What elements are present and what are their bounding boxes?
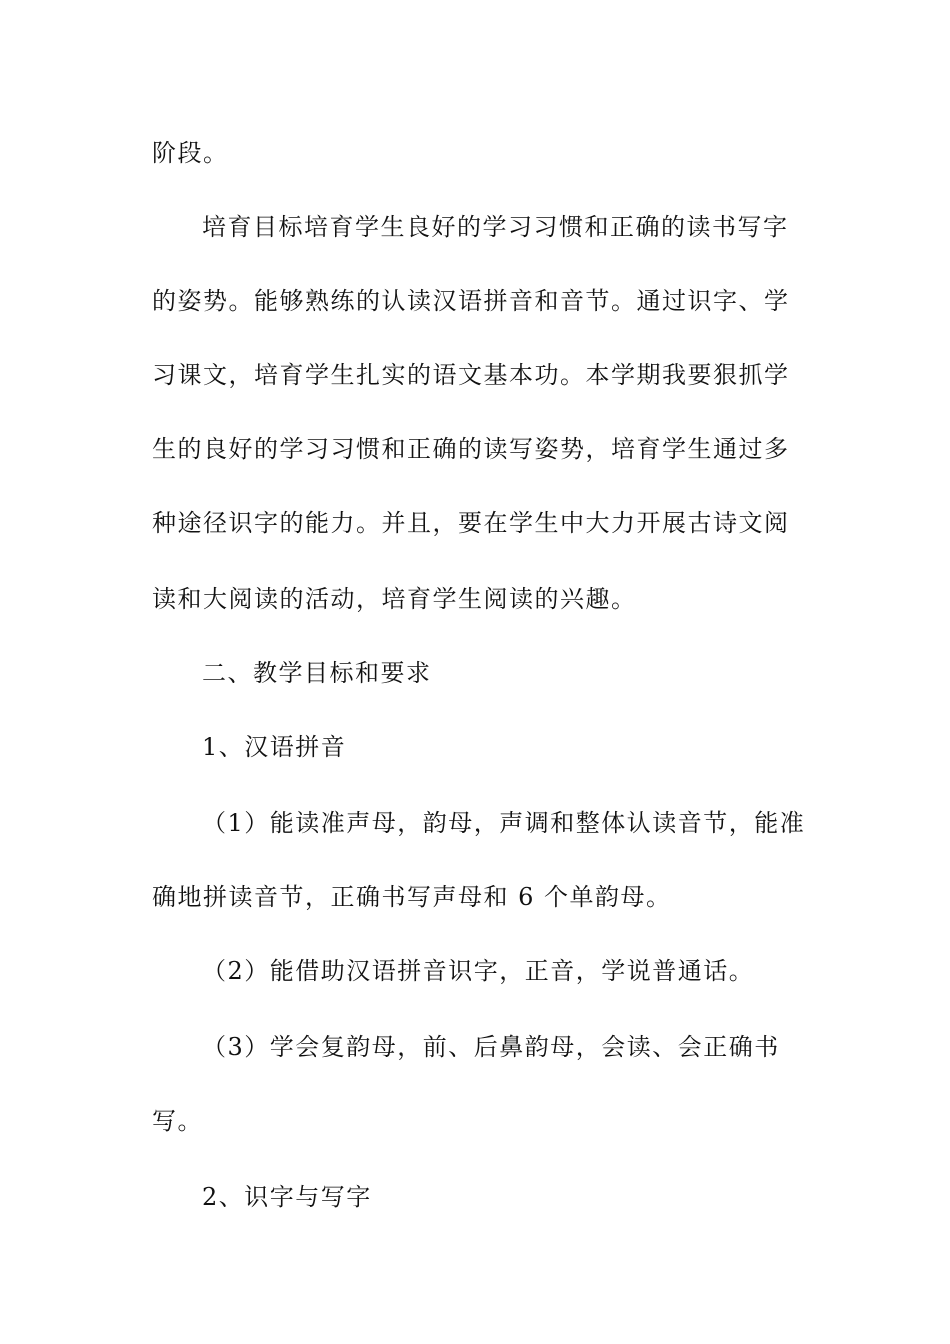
list-item: （1）能读准声母，韵母，声调和整体认读音节，能准 — [202, 809, 806, 837]
section-heading: 二、教学目标和要求 — [202, 659, 432, 687]
text-line: 阶段。 — [152, 139, 229, 167]
text-line: 习课文，培育学生扎实的语文基本功。本学期我要狠抓学 — [152, 361, 790, 389]
text-line: 的姿势。能够熟练的认读汉语拼音和音节。通过识字、学 — [152, 287, 790, 315]
text-line: 生的良好的学习习惯和正确的读写姿势，培育学生通过多 — [152, 435, 790, 463]
text-line: 种途径识字的能力。并且，要在学生中大力开展古诗文阅 — [152, 509, 790, 537]
subsection-heading: 1、汉语拼音 — [202, 733, 347, 761]
text-line: 写。 — [152, 1107, 203, 1135]
list-item: （3）学会复韵母，前、后鼻韵母，会读、会正确书 — [202, 1033, 780, 1061]
list-item: （2）能借助汉语拼音识字，正音，学说普通话。 — [202, 957, 755, 985]
text-line: 读和大阅读的活动，培育学生阅读的兴趣。 — [152, 585, 637, 613]
text-line: 确地拼读音节，正确书写声母和 6 个单韵母。 — [152, 883, 672, 911]
subsection-heading: 2、识字与写字 — [202, 1183, 372, 1211]
paragraph-goal-start: 培育目标培育学生良好的学习习惯和正确的读书写字 — [202, 213, 789, 241]
